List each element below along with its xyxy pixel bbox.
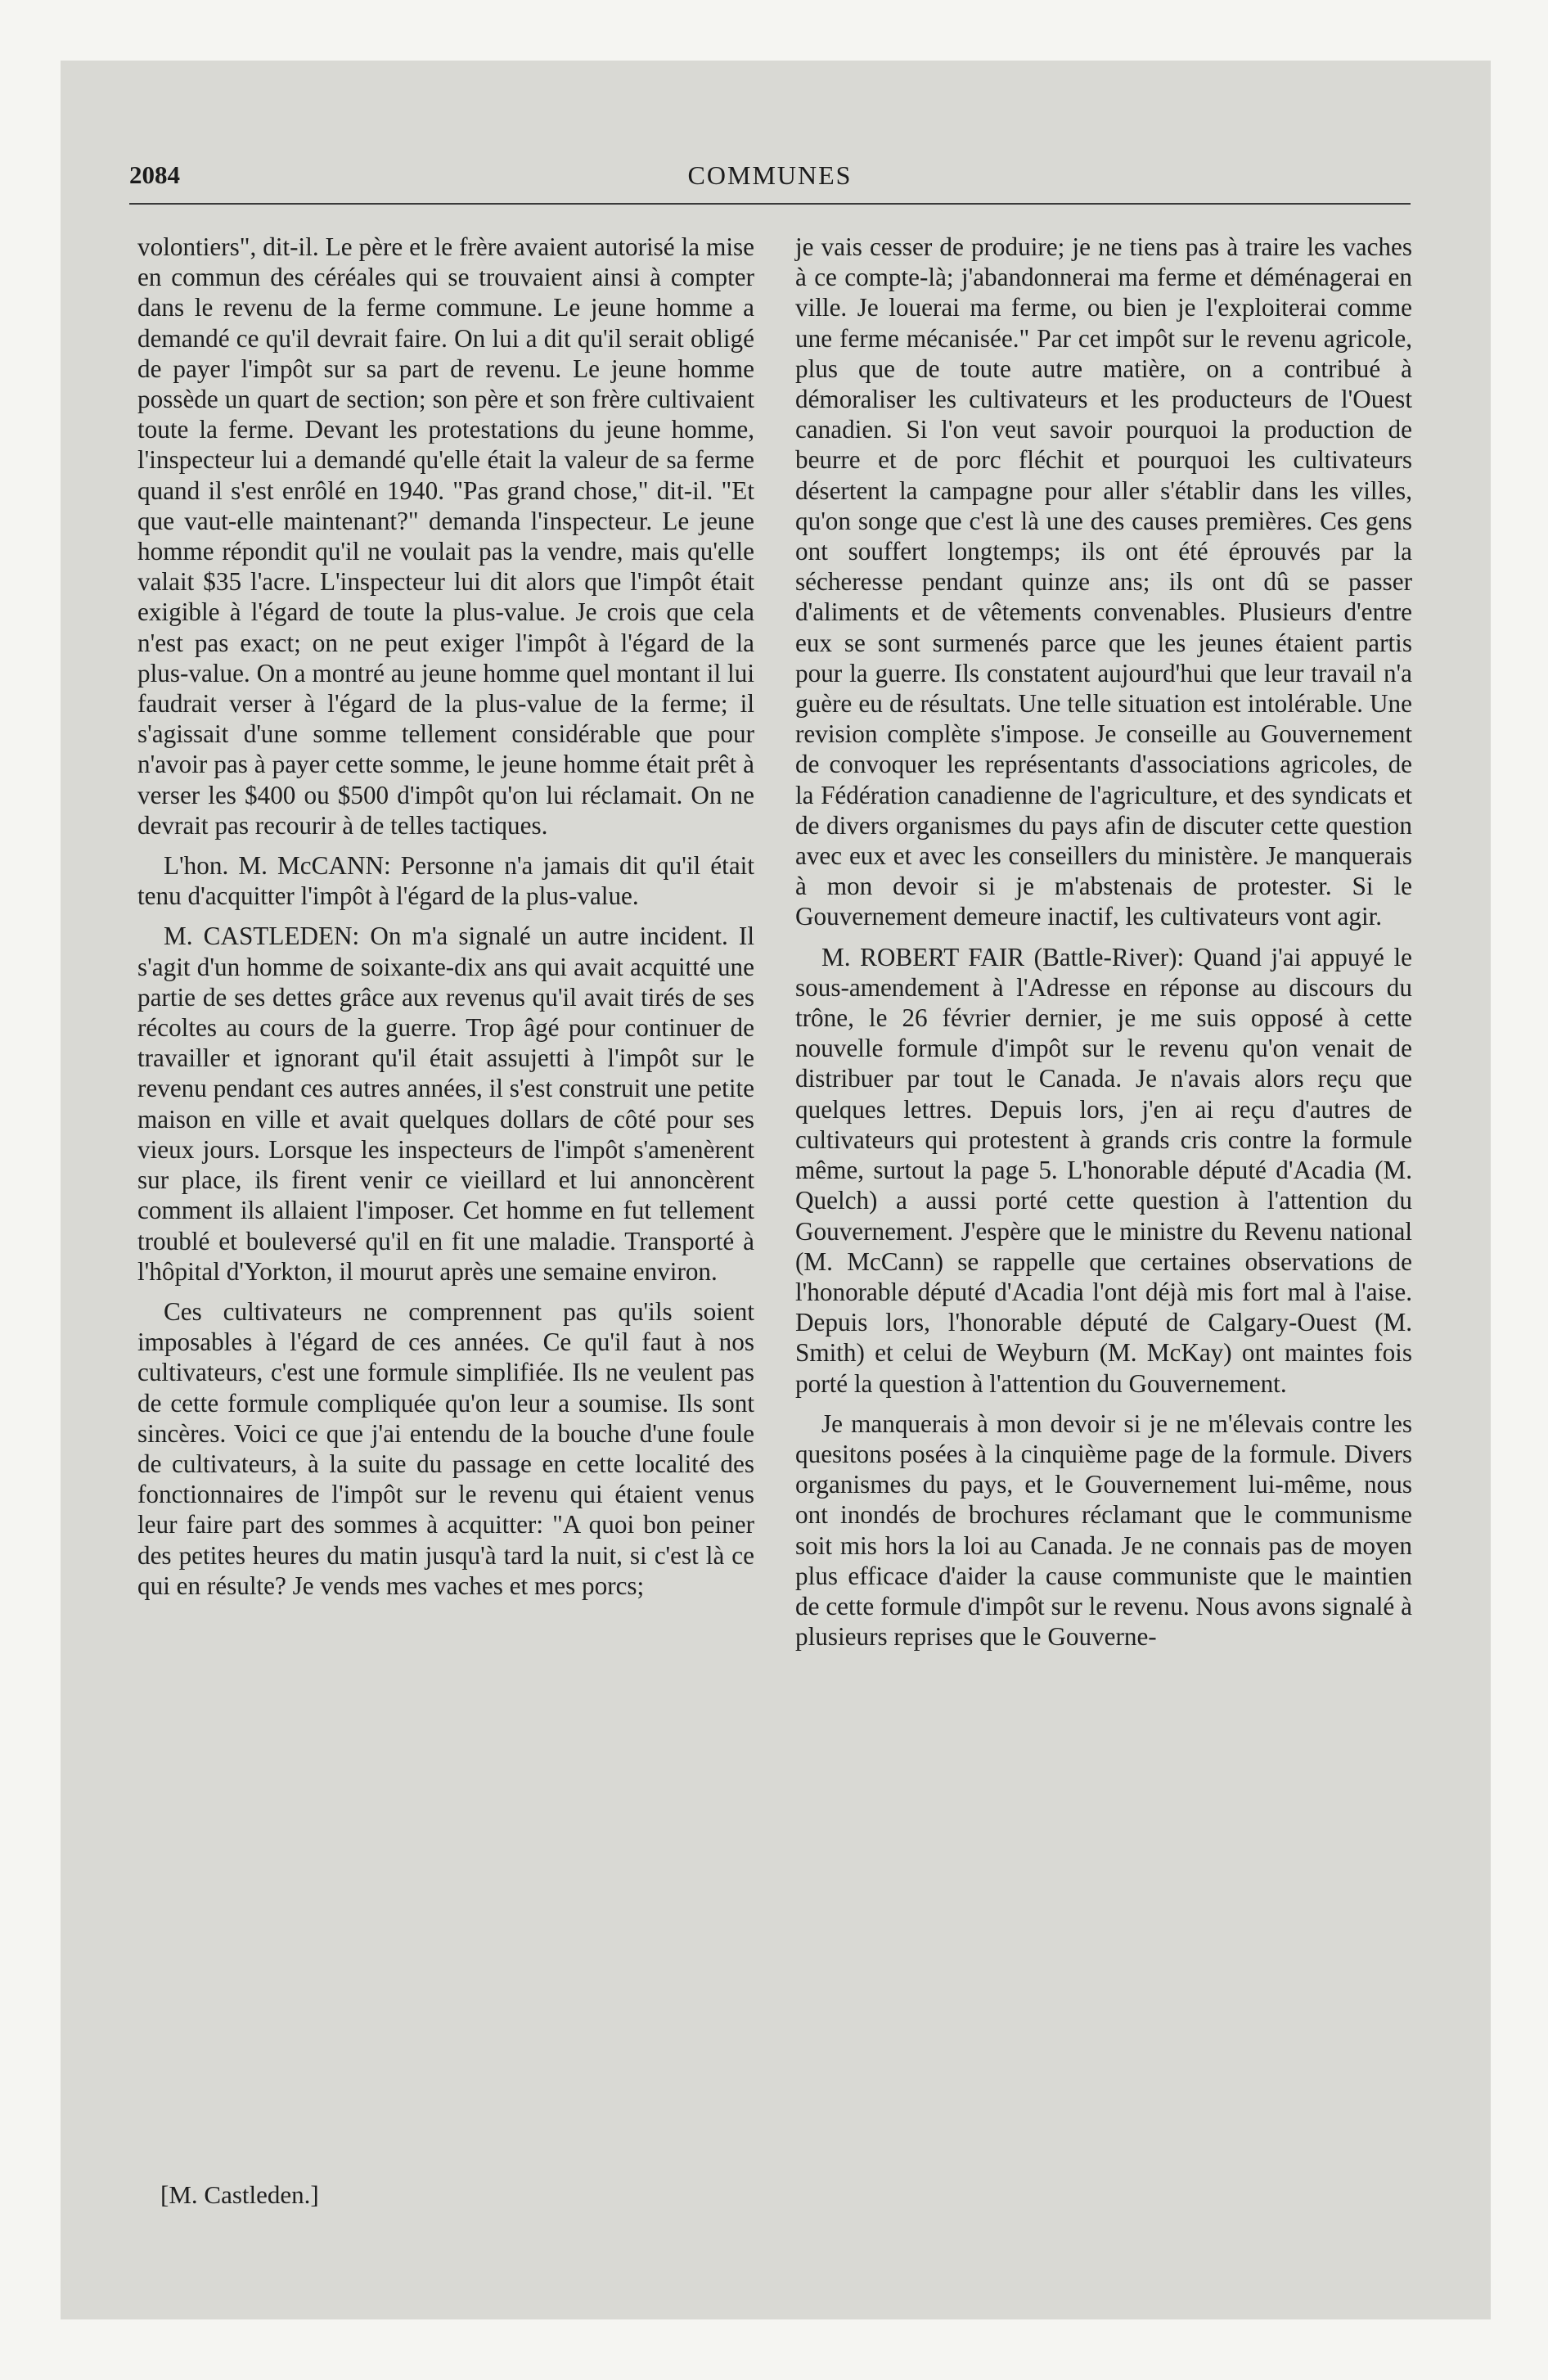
paragraph: volontiers", dit-il. Le père et le frère avaient autorisé la mise en commun des céréales qui se trouvaient ainsi à compter dans le revenu de la ferme commune. Le jeune homme a demandé ce qu'il devrait faire. On lui a dit qu'il serait obligé de payer l'impôt sur sa part de revenu. Le jeune homme possède un quart de section; son père et son frère cultivaient toute la ferme. Devant les protestations du jeune homme, l'inspecteur lui a demandé qu'elle était la valeur de sa ferme quand il s'est enrôlé en 1940. "Pas grand chose," dit-il. "Et que vaut-elle maintenant?" demanda l'inspecteur. Le jeune homme répondit qu'il ne voulait pas la vendre, mais qu'elle valait $35 l'acre. L'inspecteur lui dit alors que l'impôt était exigible à l'égard de toute la plus-value. Je crois que cela n'est pas exact; on ne peut exiger l'impôt à l'égard de la plus-value. On a montré au jeune homme quel montant il lui faudrait verser à l'égard de la plus-value de la ferme; il s'agissait d'une somme tellement considérable que pour n'avoir pas à payer cette somme, le jeune homme était prêt à verser les $400 ou $500 d'impôt qu'on lui réclamait. On ne devrait pas recourir à de telles tactiques. [137, 232, 754, 840]
right-column [795, 232, 1412, 1661]
speaker-footer: [M. Castleden.] [160, 2180, 319, 2209]
paragraph: Je manquerais à mon devoir si je ne m'élevais contre les quesitons posées à la cinquième page de la formule. Divers organismes du pays, et le Gouvernement lui-même, nous ont inondés de brochures réclamant que le communisme soit mis hors la loi au Canada. Je ne connais pas de moyen plus efficace d'aider la cause communiste que le maintien de cette formule d'impôt sur le revenu. Nous avons signalé à plusieurs reprises que le Gouverne- [795, 1409, 1412, 1652]
running-head: COMMUNES [687, 160, 853, 190]
left-column [137, 232, 754, 1611]
paragraph: je vais cesser de produire; je ne tiens pas à traire les vaches à ce compte-là; j'abandonnerai ma ferme et déménagerai en ville. Je louerai ma ferme, ou bien je l'exploiterai comme une ferme mécanisée." Par cet impôt sur le revenu agricole, plus que de toute autre matière, on a contribué à démoraliser les cultivateurs et les producteurs de l'Ouest canadien. Si l'on veut savoir pourquoi la production de beurre et de porc fléchit et pourquoi les cultivateurs désertent la campagne pour aller s'établir dans les villes, qu'on songe que c'est là une des causes premières. Ces gens ont souffert longtemps; ils ont été éprouvés par la sécheresse pendant quinze ans; ils ont dû se passer d'aliments et de vêtements convenables. Plusieurs d'entre eux se sont surmenés parce que les jeunes étaient partis pour la guerre. Ils constatent aujourd'hui que leur travail n'a guère eu de résultats. Une telle situation est intolérable. Une revision complète s'impose. Je conseille au Gouvernement de convoquer les représentants d'associations agricoles, de la Fédération canadienne de l'agriculture, et des syndicats et de divers organismes du pays afin de discuter cette question avec eux et avec les conseillers du ministère. Je manquerais à mon devoir si je m'abstenais de protester. Si le Gouvernement demeure inactif, les cultivateurs vont agir. [795, 232, 1412, 931]
header-rule [129, 203, 1411, 205]
paragraph: M. CASTLEDEN: On m'a signalé un autre incident. Il s'agit d'un homme de soixante-dix ans qui avait acquitté une partie de ses dettes grâce aux revenus qu'il avait tirés de ses récoltes au cours de la guerre. Trop âgé pour continuer de travailler et ignorant qu'il était assujetti à l'impôt sur le revenu pendant ces autres années, il s'est construit une petite maison en ville et avait quelques dollars de côté pour ses vieux jours. Lorsque les inspecteurs de l'impôt s'amenèrent sur place, ils firent venir ce vieillard et lui annoncèrent comment ils allaient l'imposer. Cet homme en fut tellement troublé et bouleversé qu'il en fit une maladie. Transporté à l'hôpital d'Yorkton, il mourut après une semaine environ. [137, 922, 754, 1286]
paragraph: M. ROBERT FAIR (Battle-River): Quand j'ai appuyé le sous-amendement à l'Adresse en réponse au discours du trône, le 26 février dernier, je me suis opposé à cette nouvelle formule d'impôt sur le revenu qu'on venait de distribuer par tout le Canada. Je n'avais alors reçu que quelques lettres. Depuis lors, j'en ai reçu d'autres de cultivateurs qui protestent à grands cris contre la formule même, surtout la page 5. L'honorable député d'Acadia (M. Quelch) a aussi porté cette question à l'attention du Gouvernement. J'espère que le ministre du Revenu national (M. McCann) se rappelle que certaines observations de l'honorable député d'Acadia l'ont déjà mis fort mal à l'aise. Depuis lors, l'honorable député de Calgary-Ouest (M. Smith) et celui de Weyburn (M. McKay) ont maintes fois porté la question à l'attention du Gouvernement. [795, 942, 1412, 1398]
page-header [129, 160, 1411, 198]
page-number: 2084 [129, 160, 180, 189]
paragraph: Ces cultivateurs ne comprennent pas qu'ils soient imposables à l'égard de ces années. Ce qu'il faut à nos cultivateurs, c'est une formule simplifiée. Ils ne veulent pas de cette formule compliquée qu'on leur a soumise. Ils sont sincères. Voici ce que j'ai entendu de la bouche d'une foule de cultivateurs, à la suite du passage en cette localité des fonctionnaires de l'impôt sur le revenu qui étaient venus leur faire part des sommes à acquitter: "A quoi bon peiner des petites heures du matin jusqu'à tard la nuit, si c'est là ce qui en résulte? Je vends mes vaches et mes porcs; [137, 1296, 754, 1600]
paragraph: L'hon. M. McCANN: Personne n'a jamais dit qu'il était tenu d'acquitter l'impôt à l'égard de la plus-value. [137, 851, 754, 911]
